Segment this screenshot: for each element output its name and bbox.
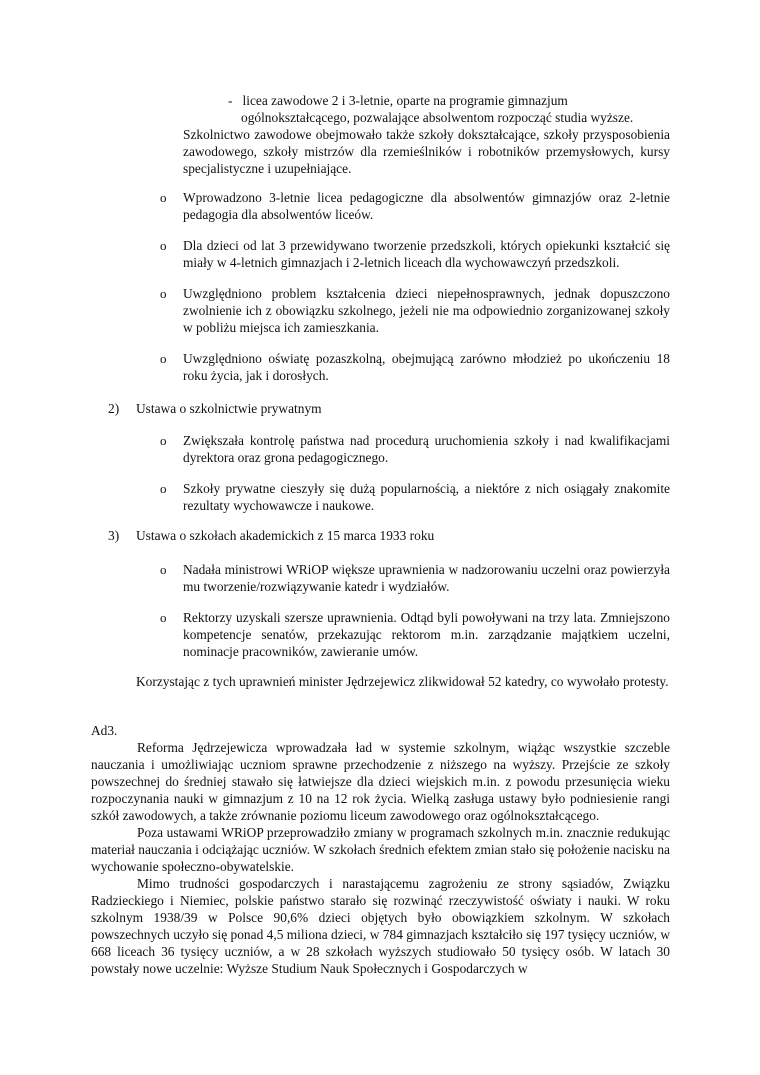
- body-paragraph: Mimo trudności gospodarczych i narastającemu zagrożeniu ze strony sąsiadów, Związku Radzieckiego i Niemiec, polskie państwo starało się rozwinąć rzeczywistość oświaty i nauki. W roku szkolnym 1938/39 w Polsce 90,6% dzieci objętych było obowiązkiem szkolnym. W szkołach powszechnych uczyło się ponad 4,5 miliona dzieci, w 784 gimnazjach kształciło się 197 tysięcy uczniów, w 668 liceach 36 tysięcy uczniów, a w 28 szkołach wyższych studiowało 50 tysięcy osób. W latach 30 powstały nowe uczelnie: Wyższe Studium Nauk Społecznych i Gospodarczych w: [91, 876, 670, 976]
- section-heading: Ad3.: [91, 723, 118, 738]
- bullet-marker: o: [160, 481, 167, 496]
- bullet-text: Uwzględniono problem kształcenia dzieci niepełnosprawnych, jednak dopuszczono zwolnienie ich z obowiązku szkolnego, jeżeli nie ma odpowiednio zorganizowanej szkoły w pobliżu miejsca ich zamieszkania.: [183, 286, 670, 335]
- body-paragraph: Reforma Jędrzejewicza wprowadzała ład w systemie szkolnym, wiążąc wszystkie szczeble nauczania i umożliwiając uczniom sprawne przechodzenie z niższego na wyższy. Przejście ze szkoły powszechnej do średniej stawało się łatwiejsze dla dzieci wiejskich m.in. z powodu przesunięcia wieku rozpoczynania nauki w gimnazjum z 10 na 12 rok życia. Wielką zasługa ustawy było podniesienie rangi szkół zawodowych, a także zrównanie poziomu liceum zawodowego oraz ogólnokształcącego.: [91, 740, 670, 823]
- list-number: 2): [108, 401, 120, 416]
- bullet-marker: o: [160, 351, 167, 366]
- sublist-line-1: licea zawodowe 2 i 3-letnie, oparte na programie gimnazjum: [242, 93, 568, 108]
- sublist-item: [228, 92, 670, 126]
- dash-marker: -: [228, 93, 233, 108]
- bullet-marker: o: [160, 238, 167, 253]
- bullet-text: Zwiększała kontrolę państwa nad procedurą uruchomienia szkoły i nad kwalifikacjami dyrektora oraz grona pedagogicznego.: [183, 433, 670, 465]
- bullet-marker: o: [160, 286, 167, 301]
- list-item-title: Ustawa o szkołach akademickich z 15 marca 1933 roku: [136, 528, 435, 543]
- bullet-marker: o: [160, 562, 167, 577]
- ad3-section: [91, 722, 670, 977]
- bullet-text: Rektorzy uzyskali szersze uprawnienia. Odtąd byli powoływani na trzy lata. Zmniejszono kompetencje senatów, przekazując rektorom m.in. zarządzanie majątkiem uczelni, nominacje pracowników, zawieranie umów.: [183, 610, 670, 659]
- bullet-text: Nadała ministrowi WRiOP większe uprawnienia w nadzorowaniu uczelni oraz powierzyła mu tworzenie/rozwiązywanie katedr i wydziałów.: [183, 562, 670, 594]
- bullet-text: Uwzględniono oświatę pozaszkolną, obejmującą zarówno młodzież po ukończeniu 18 roku życia, jak i dorosłych.: [183, 351, 670, 383]
- closing-paragraph: Korzystając z tych uprawnień minister Jędrzejewicz zlikwidował 52 katedry, co wywołało protesty.: [136, 674, 669, 689]
- body-paragraph: Poza ustawami WRiOP przeprowadziło zmiany w programach szkolnych m.in. znacznie redukując materiał nauczania i odciążając uczniów. W szkołach średnich efektem zmian stało się położenie nacisku na wychowanie społeczno-obywatelskie.: [91, 825, 670, 874]
- list-number: 3): [108, 528, 120, 543]
- list-item-title: Ustawa o szkolnictwie prywatnym: [136, 401, 322, 416]
- bullet-text: Dla dzieci od lat 3 przewidywano tworzenie przedszkoli, których opiekunki kształcić się miały w 4-letnich gimnazjach i 2-letnich liceach dla wychowawczyń przedszkoli.: [183, 238, 670, 270]
- bullet-marker: o: [160, 190, 167, 205]
- sublist-line-2: ogólnokształcącego, pozwalające absolwentom rozpocząć studia wyższe.: [241, 110, 634, 125]
- bullet-marker: o: [160, 610, 167, 625]
- bullet-text: Wprowadzono 3-letnie licea pedagogiczne dla absolwentów gimnazjów oraz 2-letnie pedagogia dla absolwentów liceów.: [183, 190, 670, 222]
- bullet-marker: o: [160, 433, 167, 448]
- vocational-paragraph: Szkolnictwo zawodowe obejmowało także szkoły dokształcające, szkoły przysposobienia zawodowego, szkoły mistrzów dla rzemieślników i robotników przemysłowych, kursy specjalistyczne i uzupełniające.: [183, 127, 670, 176]
- bullet-text: Szkoły prywatne cieszyły się dużą popularnością, a niektóre z nich osiągały znakomite rezultaty wychowawcze i naukowe.: [183, 481, 670, 513]
